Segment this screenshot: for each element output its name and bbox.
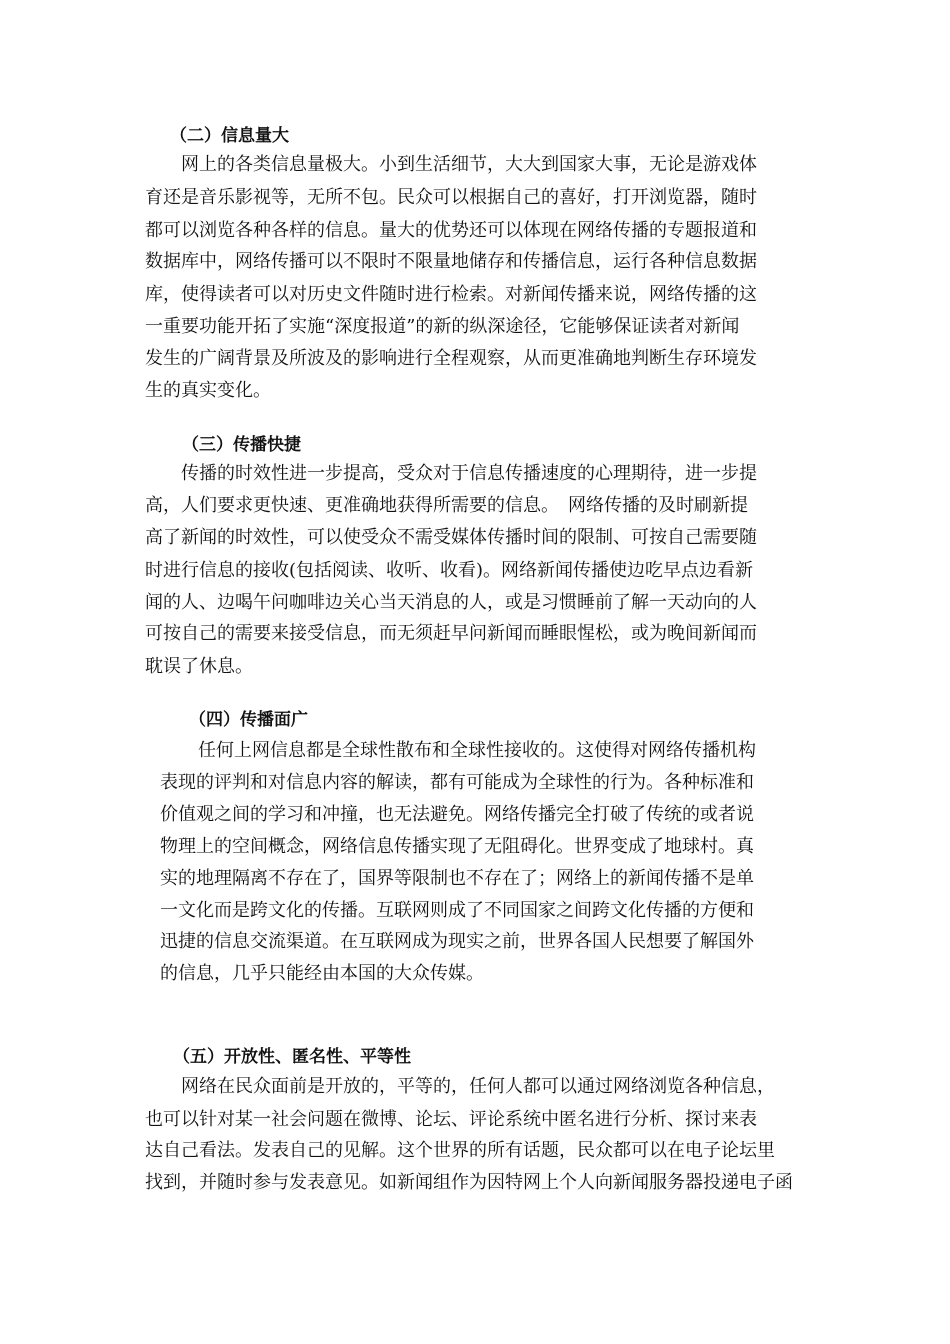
paragraph-line: 一重要功能开拓了实施“深度报道”的新的纵深途径，它能够保证读者对新闻 [145, 316, 740, 337]
paragraph-line: 高，人们要求更快速、更准确地获得所需要的信息。 网络传播的及时刷新提 [145, 495, 748, 516]
paragraph-line: 达自己看法。发表自己的见解。这个世界的所有话题，民众都可以在电子论坛里 [145, 1140, 775, 1161]
section-heading: （三）传播快捷 [182, 435, 301, 455]
paragraph-line: 生的真实变化。 [145, 380, 271, 401]
paragraph-line: 都可以浏览各种各样的信息。量大的优势还可以体现在网络传播的专题报道和 [145, 220, 757, 241]
section-heading: （二）信息量大 [170, 126, 289, 146]
paragraph-line: 育还是音乐影视等，无所不包。民众可以根据自己的喜好，打开浏览器，随时 [145, 187, 757, 208]
paragraph-line: 找到，并随时参与发表意见。如新闻组作为因特网上个人向新闻服务器投递电子函 [145, 1172, 793, 1193]
paragraph-line: 时进行信息的接收(包括阅读、收听、收看)。网络新闻传播使边吃早点边看新 [145, 560, 754, 581]
paragraph-line: 价值观之间的学习和冲撞，也无法避免。网络传播完全打破了传统的或者说 [160, 804, 754, 825]
paragraph-line: 一文化而是跨文化的传播。互联网则成了不同国家之间跨文化传播的方便和 [160, 900, 754, 921]
section-heading: （四）传播面广 [189, 710, 308, 730]
paragraph-line: 数据库中，网络传播可以不限时不限量地储存和传播信息，运行各种信息数据 [145, 251, 757, 272]
paragraph-line: 发生的广阔背景及所波及的影响进行全程观察，从而更准确地判断生存环境发 [145, 348, 757, 369]
section-heading: （五）开放性、匿名性、平等性 [173, 1047, 411, 1067]
paragraph-line: 闻的人、边喝午问咖啡边关心当天消息的人，或是习惯睡前了解一天动向的人 [145, 592, 757, 613]
paragraph-line: 表现的评判和对信息内容的解读，都有可能成为全球性的行为。各种标准和 [160, 772, 754, 793]
paragraph-line: 的信息，几乎只能经由本国的大众传媒。 [160, 963, 484, 984]
paragraph-line: 网络在民众面前是开放的，平等的，任何人都可以通过网络浏览各种信息， [181, 1076, 775, 1097]
paragraph-line: 耽误了休息。 [145, 656, 253, 677]
paragraph-line: 网上的各类信息量极大。小到生活细节，大大到国家大事，无论是游戏体 [181, 154, 757, 175]
paragraph-line: 实的地理隔离不存在了，国界等限制也不存在了；网络上的新闻传播不是单 [160, 868, 754, 889]
paragraph-line: 迅捷的信息交流渠道。在互联网成为现实之前，世界各国人民想要了解国外 [160, 931, 754, 952]
paragraph-line: 也可以针对某一社会问题在微博、论坛、评论系统中匿名进行分析、探讨来表 [145, 1109, 757, 1130]
paragraph-line: 物理上的空间概念，网络信息传播实现了无阻碍化。世界变成了地球村。真 [160, 836, 754, 857]
paragraph-line: 任何上网信息都是全球性散布和全球性接收的。这使得对网络传播机构 [198, 740, 756, 761]
paragraph-line: 库，使得读者可以对历史文件随时进行检索。对新闻传播来说，网络传播的这 [145, 284, 757, 305]
paragraph-line: 可按自己的需要来接受信息，而无须赶早问新闻而睡眼惺松，或为晚间新闻而 [145, 623, 757, 644]
paragraph-line: 传播的时效性进一步提高，受众对于信息传播速度的心理期待，进一步提 [181, 463, 757, 484]
paragraph-line: 高了新闻的时效性，可以使受众不需受媒体传播时间的限制、可按自己需要随 [145, 527, 757, 548]
